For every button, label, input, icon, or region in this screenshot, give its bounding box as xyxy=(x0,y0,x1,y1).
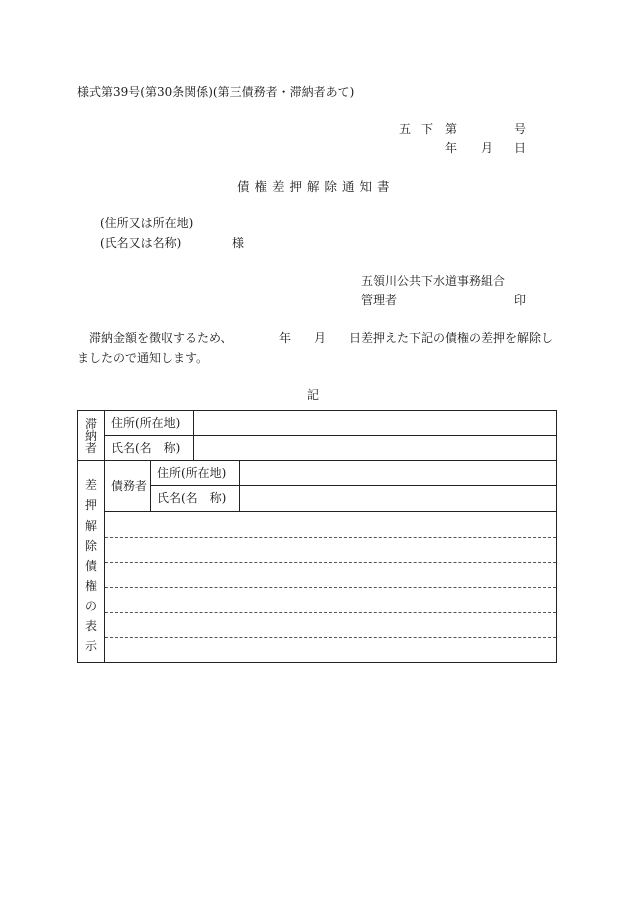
delinquent-header-char: 滞 xyxy=(84,417,97,431)
delinquent-header-char: 者 xyxy=(84,441,97,455)
record-table xyxy=(77,410,557,663)
date-month: 月 xyxy=(481,141,494,155)
seized-header-char: 表 xyxy=(84,619,97,633)
seized-header-char: 示 xyxy=(84,639,97,653)
date-day: 日 xyxy=(514,141,527,155)
seized-header-char: 差 xyxy=(84,478,97,492)
body-month: 月 xyxy=(314,331,327,345)
ki-heading: 記 xyxy=(307,388,320,402)
recipient-address-label: (住所又は所在地) xyxy=(100,216,194,230)
debtor-label: 債務者 xyxy=(111,479,148,493)
form-header: 様式第39号(第30条関係)(第三債務者・滞納者あて) xyxy=(77,85,355,99)
seized-header-char: 債 xyxy=(84,559,97,573)
issuer-role: 管理者 xyxy=(361,293,398,307)
seized-header-char: 押 xyxy=(84,498,97,512)
row-divider xyxy=(104,511,556,512)
delinquent-address-label: 住所(所在地) xyxy=(111,416,181,430)
debtor-name-label: 氏名(名 称) xyxy=(157,491,227,505)
body-text-rest: 日差押えた下記の債権の差押を解除し xyxy=(349,331,554,345)
date-year: 年 xyxy=(445,141,458,155)
document-title: 債権差押解除通知書 xyxy=(237,179,395,194)
dashed-line xyxy=(105,612,556,613)
dashed-line xyxy=(105,562,556,563)
seized-header-char: 解 xyxy=(84,519,97,533)
issuer-organization: 五領川公共下水道事務組合 xyxy=(361,274,506,288)
dashed-line xyxy=(105,587,556,588)
delinquent-name-label: 氏名(名 称) xyxy=(111,441,181,455)
dashed-line xyxy=(105,537,556,538)
row-divider xyxy=(150,485,556,486)
column-divider xyxy=(193,411,194,460)
column-divider xyxy=(150,460,151,511)
number-go: 五 xyxy=(399,122,412,136)
delinquent-header-char: 納 xyxy=(84,429,97,443)
body-text-line2: ましたので通知します。 xyxy=(77,351,209,365)
number-shita: 下 xyxy=(421,122,434,136)
number-gou: 号 xyxy=(514,122,527,136)
body-year: 年 xyxy=(279,331,292,345)
seized-header-char: の xyxy=(84,599,97,613)
body-text-start: 滞納金額を徴収するため、 xyxy=(89,331,233,345)
column-divider xyxy=(239,460,240,511)
number-dai: 第 xyxy=(445,122,458,136)
issuer-seal: 印 xyxy=(514,293,527,307)
seized-header-char: 除 xyxy=(84,539,97,553)
recipient-honorific: 様 xyxy=(232,236,245,250)
recipient-name-label: (氏名又は名称) xyxy=(100,236,182,250)
row-divider xyxy=(104,435,556,436)
seized-header-char: 権 xyxy=(84,579,97,593)
debtor-address-label: 住所(所在地) xyxy=(157,466,227,480)
dashed-line xyxy=(105,637,556,638)
